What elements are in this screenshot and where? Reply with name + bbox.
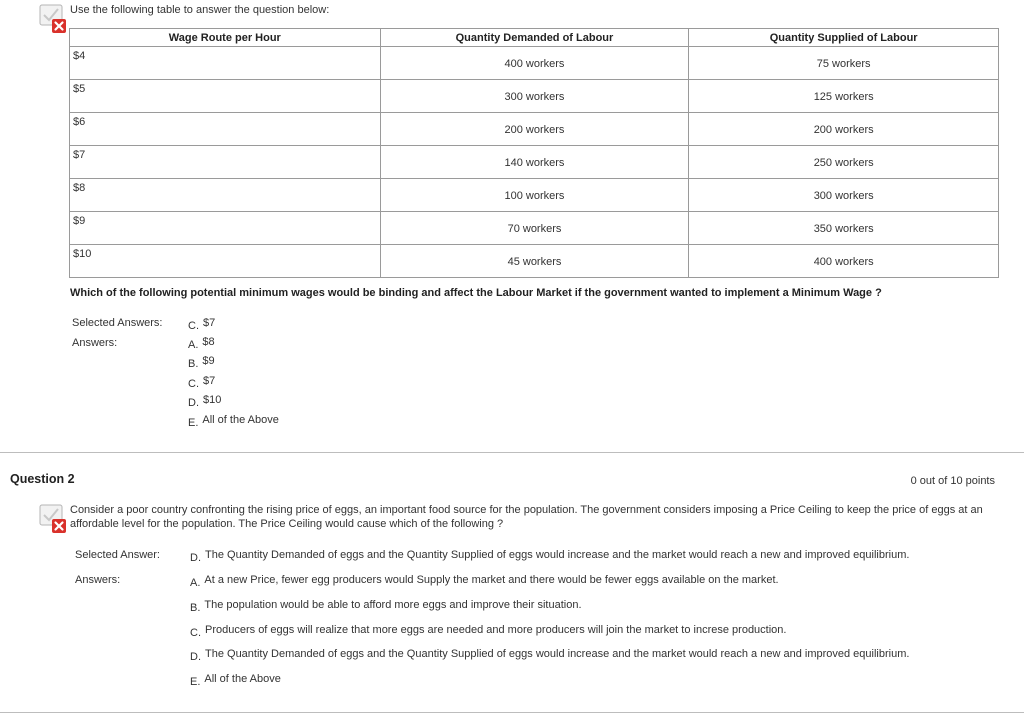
table-row <box>70 113 999 146</box>
answer-letter: B. <box>188 358 199 370</box>
supplied-cell: 250 workers <box>689 146 999 179</box>
column-header-wage: Wage Route per Hour <box>70 29 381 47</box>
supplied-cell: 300 workers <box>689 179 999 212</box>
answer-text: $7 <box>203 317 216 329</box>
answer-letter: D. <box>188 397 199 409</box>
question-2-text: Consider a poor country confronting the rising price of eggs, an important food source for the population. The government considers imposing a Price Ceiling to keep the price of eggs at an affordable level for the population. The Price Ceiling would cause which of the following ? <box>70 504 983 530</box>
answer-letter: A. <box>190 577 201 589</box>
table-row <box>70 212 999 245</box>
selected-answer <box>188 317 216 332</box>
table-row <box>70 245 999 278</box>
answers-label: Answers: <box>72 337 118 349</box>
answer-letter: C. <box>190 627 201 639</box>
wage-cell: $5 <box>70 80 381 113</box>
column-header-demanded: Quantity Demanded of Labour <box>380 29 689 47</box>
demanded-cell: 400 workers <box>380 47 689 80</box>
answer-text: All of the Above <box>202 414 279 426</box>
supplied-cell: 200 workers <box>689 113 999 146</box>
table-row <box>70 80 999 113</box>
answer-option-b <box>190 599 582 614</box>
answer-text: The population would be able to afford more eggs and improve their situation. <box>204 599 582 611</box>
wage-cell: $8 <box>70 179 381 212</box>
supplied-cell: 125 workers <box>689 80 999 113</box>
answer-option-e <box>188 414 279 429</box>
wage-cell: $9 <box>70 212 381 245</box>
table-header-row <box>70 29 999 47</box>
answer-option-d <box>190 648 910 663</box>
question-divider <box>0 452 1024 453</box>
demanded-cell: 70 workers <box>380 212 689 245</box>
demanded-cell: 200 workers <box>380 113 689 146</box>
table-row <box>70 179 999 212</box>
answer-text: $8 <box>202 336 215 348</box>
labour-market-table <box>69 28 999 278</box>
table-row <box>70 47 999 80</box>
answer-option-c <box>188 375 216 390</box>
answer-text: Producers of eggs will realize that more eggs are needed and more producers will join the market to increse production. <box>205 624 787 636</box>
answer-text: The Quantity Demanded of eggs and the Quantity Supplied of eggs would increase and the market would reach a new and improved equilibrium. <box>205 549 910 561</box>
selected-answer <box>190 549 910 564</box>
answer-letter: E. <box>190 676 201 688</box>
answer-option-e <box>190 673 281 688</box>
answer-letter: E. <box>188 417 199 429</box>
answer-text: $9 <box>202 355 215 367</box>
column-header-supplied: Quantity Supplied of Labour <box>689 29 999 47</box>
table-intro: Use the following table to answer the question below: <box>70 4 330 16</box>
supplied-cell: 400 workers <box>689 245 999 278</box>
demanded-cell: 100 workers <box>380 179 689 212</box>
answer-option-a <box>188 336 215 351</box>
points-score: 0 out of 10 points <box>910 475 995 487</box>
answer-text: All of the Above <box>204 673 281 685</box>
wage-cell: $7 <box>70 146 381 179</box>
table-row <box>70 146 999 179</box>
demanded-cell: 140 workers <box>380 146 689 179</box>
question-2-title: Question 2 <box>10 472 75 486</box>
answer-option-b <box>188 355 215 370</box>
supplied-cell: 350 workers <box>689 212 999 245</box>
bottom-divider <box>0 712 1024 713</box>
demanded-cell: 300 workers <box>380 80 689 113</box>
wage-cell: $10 <box>70 245 381 278</box>
answer-text: The Quantity Demanded of eggs and the Quantity Supplied of eggs would increase and the market would reach a new and improved equilibrium. <box>205 648 910 660</box>
answer-letter: C. <box>188 378 199 390</box>
answer-letter: C. <box>188 320 199 332</box>
answer-letter: A. <box>188 339 199 351</box>
answer-option-a <box>190 574 779 589</box>
wage-cell: $4 <box>70 47 381 80</box>
incorrect-status-icon <box>38 3 70 35</box>
selected-answers-label: Selected Answers: <box>72 317 163 329</box>
question-1-text: Which of the following potential minimum wages would be binding and affect the Labour Market if the government wanted to implement a Minimum Wage ? <box>70 287 882 299</box>
demanded-cell: 45 workers <box>380 245 689 278</box>
answer-text: $7 <box>203 375 216 387</box>
answer-letter: D. <box>190 552 201 564</box>
answer-option-d <box>188 394 222 409</box>
supplied-cell: 75 workers <box>689 47 999 80</box>
answers-label: Answers: <box>75 574 121 586</box>
incorrect-status-icon <box>38 503 70 535</box>
answer-text: $10 <box>203 394 222 406</box>
answer-letter: B. <box>190 602 201 614</box>
answer-text: At a new Price, fewer egg producers would Supply the market and there would be fewer eggs available on the market. <box>204 574 779 586</box>
wage-cell: $6 <box>70 113 381 146</box>
selected-answer-label: Selected Answer: <box>75 549 160 561</box>
answer-option-c <box>190 624 787 639</box>
answer-letter: D. <box>190 651 201 663</box>
